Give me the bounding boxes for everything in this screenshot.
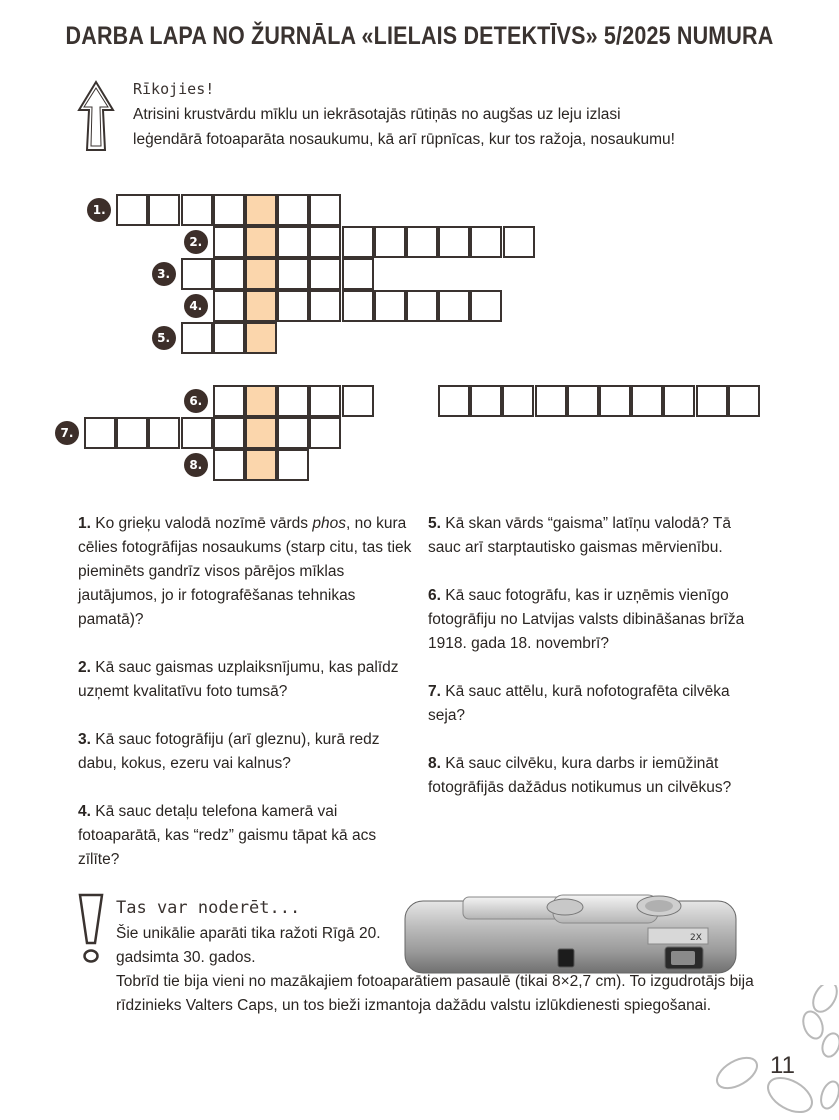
crossword-cell-4-5[interactable] (342, 290, 374, 322)
crossword-cell-6-b7[interactable] (631, 385, 663, 417)
clue-number-1: 1. (87, 198, 111, 222)
camera-label: 2X (690, 933, 702, 943)
tip-title: Tas var noderēt... (116, 898, 301, 918)
clue-number: 7. (428, 683, 446, 700)
crossword-cell-4-1[interactable] (213, 290, 245, 322)
crossword-cell-6-3[interactable] (277, 385, 309, 417)
crossword-cell-6-b2[interactable] (470, 385, 502, 417)
clue-number: 3. (78, 731, 96, 748)
clue-text: Kā sauc fotogrāfu, kas ir uzņēmis vienīgo fotogrāfiju no Latvijas valsts dibināšanas brīža 1918. gada 18. novembrī? (428, 587, 745, 652)
clue-text: Kā sauc cilvēku, kura darbs ir iemūžināt fotogrāfijās dažādus notikumus un cilvēkus? (428, 755, 732, 796)
crossword-cell-7-1[interactable] (84, 417, 116, 449)
crossword-cell-8-3[interactable] (277, 449, 309, 481)
clue-number: 1. (78, 515, 96, 532)
crossword-cell-2-10[interactable] (503, 226, 535, 258)
clue-number-4: 4. (184, 294, 208, 318)
crossword-cell-6-4[interactable] (309, 385, 341, 417)
crossword-cell-1-2[interactable] (148, 194, 180, 226)
crossword-cell-1-4[interactable] (213, 194, 245, 226)
clue-text: Kā skan vārds “gaisma” latīņu valodā? Tā sauc arī starptautisko gaismas mērvienību. (428, 515, 731, 556)
crossword-cell-7-8[interactable] (309, 417, 341, 449)
crossword-cell-2-3[interactable] (277, 226, 309, 258)
crossword-cell-6-b1[interactable] (438, 385, 470, 417)
clue-text: Kā sauc detaļu telefona kamerā vai fotoaparātā, kas “redz” gaismu tāpat kā acs zīlīte? (78, 803, 377, 868)
crossword-cell-6-b4[interactable] (535, 385, 567, 417)
crossword-cell-6-b6[interactable] (599, 385, 631, 417)
clues-left (78, 512, 418, 896)
crossword-cell-4-2[interactable] (245, 290, 277, 322)
page-title: DARBA LAPA NO ŽURNĀLA «LIELAIS DETEKTĪVS» 5/2025 NUMURA (65, 22, 774, 50)
clue-4 (78, 800, 418, 872)
clue-text: Kā sauc attēlu, kurā nofotografēta cilvēka seja? (428, 683, 730, 724)
crossword-cell-3-5[interactable] (309, 258, 341, 290)
crossword-cell-2-7[interactable] (406, 226, 438, 258)
clue-text: Ko grieķu valodā nozīmē vārds phos, no kura cēlies fotogrāfijas nosaukums (starp citu, tas tiek pieminēts gandrīz visos pārējos mīklas jautājumos, jo ir fotografēšanas tehnikas pamatā)? (78, 515, 412, 628)
clue-number: 5. (428, 515, 446, 532)
clue-number: 8. (428, 755, 446, 772)
camera-image (403, 893, 738, 975)
crossword-grid (0, 0, 839, 480)
crossword-cell-6-2[interactable] (245, 385, 277, 417)
clue-number: 6. (428, 587, 446, 604)
clue-number-7: 7. (55, 421, 79, 445)
clue-number-5: 5. (152, 326, 176, 350)
crossword-cell-5-3[interactable] (245, 322, 277, 354)
crossword-cell-2-5[interactable] (342, 226, 374, 258)
clue-number-3: 3. (152, 262, 176, 286)
action-text: Atrisini krustvārdu mīklu un iekrāsotajās rūtiņās no augšas uz leju izlasi leģendārā fotoaparāta nosaukumu, kā arī rūpnīcas, kur tos ražoja, nosaukumu! (133, 106, 675, 148)
crossword-cell-6-b3[interactable] (502, 385, 534, 417)
crossword-cell-4-9[interactable] (470, 290, 502, 322)
crossword-cell-1-7[interactable] (309, 194, 341, 226)
crossword-cell-2-9[interactable] (470, 226, 502, 258)
clue-1 (78, 512, 418, 632)
clues-right (428, 512, 768, 824)
crossword-cell-6-b10[interactable] (728, 385, 760, 417)
crossword-cell-7-5[interactable] (213, 417, 245, 449)
crossword-cell-1-5[interactable] (245, 194, 277, 226)
crossword-cell-1-3[interactable] (181, 194, 213, 226)
crossword-cell-1-1[interactable] (116, 194, 148, 226)
clue-7 (428, 680, 768, 728)
clue-number: 2. (78, 659, 96, 676)
crossword-cell-3-3[interactable] (245, 258, 277, 290)
tip-text-2: Tobrīd tie bija vieni no mazākajiem fotoaparātiem pasaulē (tikai 8×2,7 cm). To izgudrotājs bija rīdzinieks Valters Caps, un tos bieži izmantoja dažādu valstu izlūkdienesti spiegošanai. (116, 973, 754, 1014)
crossword-cell-4-8[interactable] (438, 290, 470, 322)
crossword-cell-5-1[interactable] (181, 322, 213, 354)
clue-number-8: 8. (184, 453, 208, 477)
crossword-cell-4-6[interactable] (374, 290, 406, 322)
clue-text: Kā sauc gaismas uzplaiksnījumu, kas palīdz uzņemt kvalitatīvu foto tumsā? (78, 659, 399, 700)
crossword-cell-6-b5[interactable] (567, 385, 599, 417)
crossword-cell-6-5[interactable] (342, 385, 374, 417)
clue-6 (428, 584, 768, 656)
clue-number-2: 2. (184, 230, 208, 254)
clue-text: Kā sauc fotogrāfiju (arī gleznu), kurā redz dabu, kokus, ezeru vai kalnus? (78, 731, 380, 772)
crossword-cell-1-6[interactable] (277, 194, 309, 226)
crossword-cell-7-6[interactable] (245, 417, 277, 449)
crossword-cell-7-3[interactable] (148, 417, 180, 449)
crossword-cell-8-2[interactable] (245, 449, 277, 481)
clue-8 (428, 752, 768, 800)
crossword-cell-8-1[interactable] (213, 449, 245, 481)
crossword-cell-2-6[interactable] (374, 226, 406, 258)
crossword-cell-7-7[interactable] (277, 417, 309, 449)
crossword-cell-3-2[interactable] (213, 258, 245, 290)
crossword-cell-7-2[interactable] (116, 417, 148, 449)
crossword-cell-3-6[interactable] (342, 258, 374, 290)
crossword-cell-3-1[interactable] (181, 258, 213, 290)
tip-text-1: Šie unikālie aparāti tika ražoti Rīgā 20. gadsimta 30. gados. (116, 925, 381, 966)
footprints-icon (695, 985, 839, 1115)
crossword-cell-5-2[interactable] (213, 322, 245, 354)
clue-3 (78, 728, 418, 776)
action-title: Rīkojies! (133, 80, 215, 98)
crossword-cell-2-8[interactable] (438, 226, 470, 258)
clue-2 (78, 656, 418, 704)
crossword-cell-6-b8[interactable] (663, 385, 695, 417)
clue-5 (428, 512, 768, 560)
exclamation-icon (74, 893, 108, 965)
crossword-cell-2-4[interactable] (309, 226, 341, 258)
clue-number-6: 6. (184, 389, 208, 413)
crossword-cell-4-7[interactable] (406, 290, 438, 322)
clue-number: 4. (78, 803, 96, 820)
crossword-cell-4-3[interactable] (277, 290, 309, 322)
crossword-cell-3-4[interactable] (277, 258, 309, 290)
crossword-cell-6-1[interactable] (213, 385, 245, 417)
crossword-cell-6-b9[interactable] (696, 385, 728, 417)
crossword-cell-2-1[interactable] (213, 226, 245, 258)
crossword-cell-4-4[interactable] (309, 290, 341, 322)
crossword-cell-2-2[interactable] (245, 226, 277, 258)
page-number: 11 (770, 1052, 795, 1079)
crossword-cell-7-4[interactable] (181, 417, 213, 449)
